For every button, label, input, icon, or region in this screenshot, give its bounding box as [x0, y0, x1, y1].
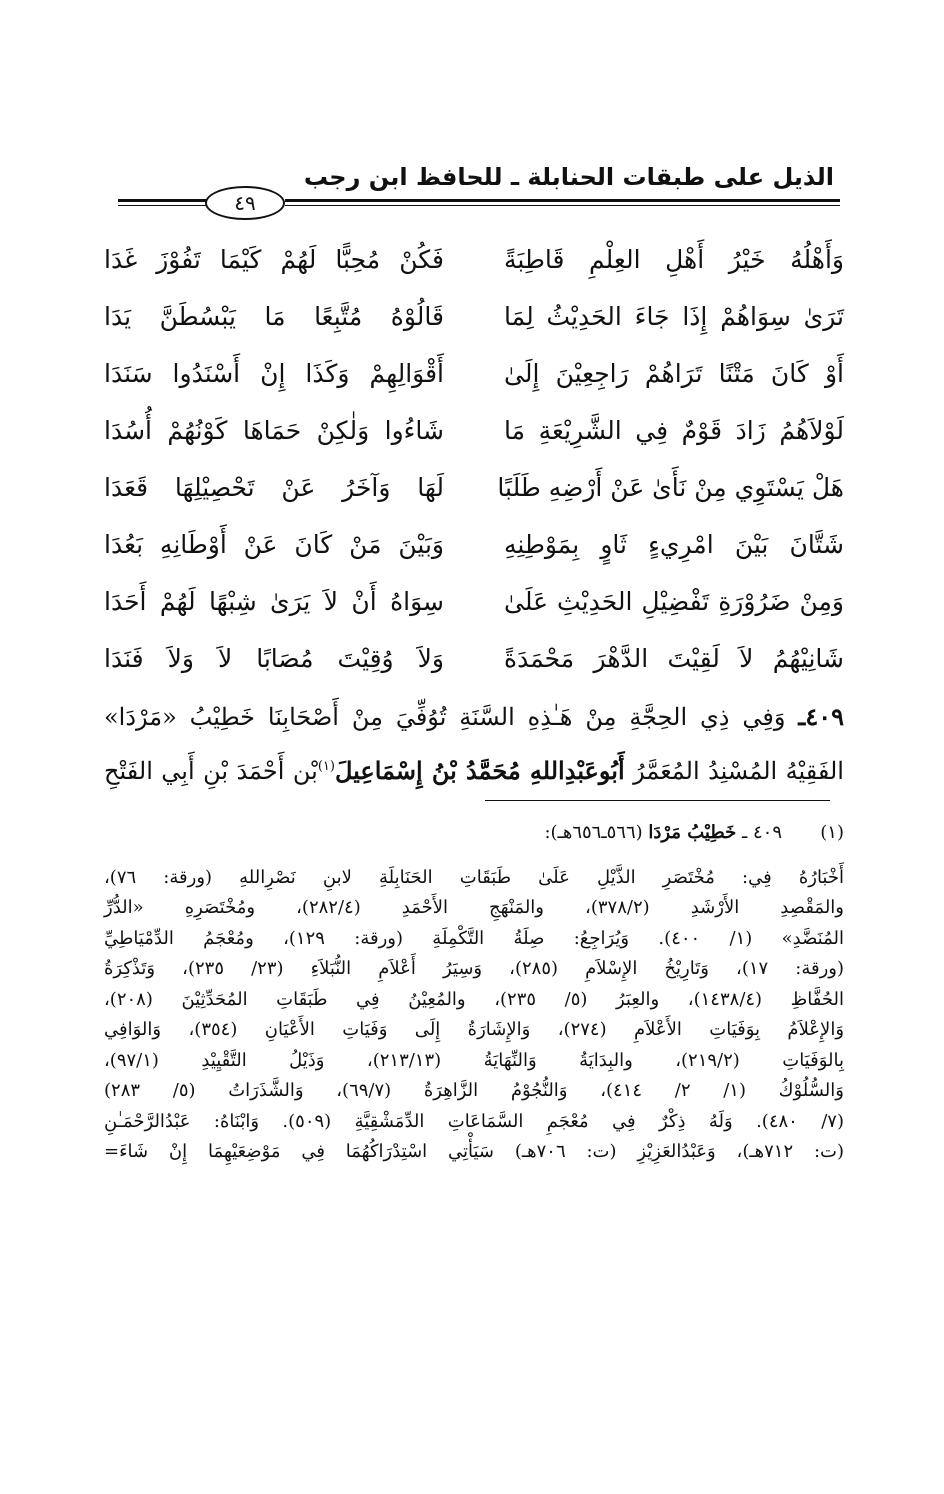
verse: [104, 411, 844, 468]
footnote-line: (ورقة: ١٧)، وَتَارِيْخُ الإِسْلاَمِ (٢٨٥)، وَسِيَرُ أَعْلاَمِ النُّبَلاَءِ (٢٣/ ٢٣٥)، وَتَذْكِرَةُ: [104, 958, 845, 979]
header-rule-right: [285, 199, 840, 206]
entry-number: ٤٠٩ـ: [798, 702, 844, 731]
footnote-entry-number: ٤٠٩ ـ: [741, 822, 782, 843]
footnote-line: (٧/ ٤٨٠). وَلَهُ ذِكْرٌ فِي مُعْجَمِ السَّمَاعَاتِ الدِّمَشْقِيَّةِ (٥٠٩). وَابْنَاهُ: عَبْدُالرَّحْمَـٰنِ: [104, 1110, 844, 1132]
verse: [104, 525, 844, 582]
footnote-line: أَخْبَارُهُ فِي: مُخْتَصَرِ الذَّيْلِ عَلَىٰ طَبَقَاتِ الحَنَابِلَةِ لابنِ نَصْرِاللهِ (ورقة: ٧٦)،: [104, 866, 844, 888]
verse-second-hemistich: لَهَا وَآخَرُ عَنْ تَحْصِيْلِهَا قَعَدَا: [104, 473, 444, 502]
entry-subject-name: أَبُوعَبْدِاللهِ مُحَمَّدُ بْنُ إِسْمَاعِيلَ: [334, 756, 625, 785]
entry-text: الفَقِيْهُ المُسْنِدُ المُعَمَّرُ: [633, 757, 844, 785]
footnote-line: بِالوَفَيَاتِ (٢١٩/٢)، والبِدَايَةُ وَالنِّهَايَةُ (٢١٣/١٣)، وَذَيْلُ التَّقْيِيْدِ (٩٧/١)،: [104, 1049, 844, 1071]
verse-second-hemistich: قَالُوْهُ مُتَّبِعًا مَا يَبْسُطَنَّ يَدَا: [104, 302, 444, 331]
entry-text: وَفِي ذِي الحِجَّةِ مِنْ هَـٰذِهِ السَّنَةِ تُوُفِّيَ مِنْ أَصْحَابِنَا خَطِيْبُ «مَرْدَا»: [104, 703, 786, 731]
footnote-dates: (٥٦٦ـ٦٥٦هـ):: [544, 822, 643, 843]
footnote-line: (ت: ٧١٢هـ)، وَعَبْدُالعَزِيْزِ (ت: ٧٠٦هـ) سَيَأْتِي اسْتِدْرَاكُهُمَا فِي مَوْضِعَيْهِمَا إِنْ شَاءَ=: [104, 1141, 844, 1162]
verse-second-hemistich: شَاءُوا وَلٰكِنْ حَمَاهَا كَوْنُهُمْ أُسُدَا: [104, 416, 444, 445]
footnote-line: المُنَضَّدِ» (١/ ٤٠٠). وَيُرَاجِعُ: صِلَةُ التَّكْمِلَةِ (ورقة: ١٢٩)، ومُعْجَمُ الدِّمْيَاطِيِّ: [104, 927, 845, 949]
footnotes: [104, 818, 844, 1168]
verse-second-hemistich: وَلاَ وُقِيْتَ مُصَابًا لاَ وَلاَ فَنَدَا: [104, 644, 444, 673]
verse: [104, 639, 844, 696]
footnote-line: وَالسُّلُوْكُ (١/ ٢/ ٤١٤)، وَالنُّجُوْمُ الزَّاهِرَةُ (٦٩/٧)، وَالشَّذَرَاتُ (٥/ ٢٨٣): [104, 1080, 844, 1101]
footnote-separator: [485, 800, 830, 801]
verse-first-hemistich: أَوْ كَانَ مَتْنًا تَرَاهُمْ رَاجِعِيْنَ إِلَىٰ: [504, 359, 844, 388]
biography-entry: [104, 690, 844, 798]
footnote-line: الحُفَّاظِ (١٤٣٨/٤)، والعِبَرُ (٥/ ٢٣٥)، والمُعِيْنُ فِي طَبَقَاتِ المُحَدِّثِيْنَ (٢٠٨)،: [104, 988, 844, 1010]
header-rule-left: [118, 199, 206, 206]
verse: [104, 468, 844, 525]
entry-line-2: [104, 744, 844, 798]
verse-first-hemistich: وَأَهْلُهُ خَيْرُ أَهْلِ العِلْمِ قَاطِبَةً: [504, 245, 844, 274]
verse: [104, 240, 844, 297]
verse-second-hemistich: سِوَاهُ أَنْ لاَ يَرَىٰ شِبْهًا لَهُمْ أَحَدَا: [104, 587, 444, 616]
verse-first-hemistich: لَوْلاَهُمُ زَادَ قَوْمٌ فِي الشَّرِيْعَةِ مَا: [504, 416, 844, 445]
verse-first-hemistich: وَمِنْ ضَرُوْرَةِ تَفْضِيْلِ الحَدِيْثِ عَلَىٰ: [504, 587, 844, 616]
footnote-heading: [104, 818, 844, 849]
verse-first-hemistich: شَتَّانَ بَيْنَ امْرِيءٍ ثَاوٍ بِمَوْطِنِهِ: [504, 530, 844, 559]
verse: [104, 582, 844, 639]
footnote-marker: (١): [820, 822, 844, 843]
footnote-line: وَالإِعْلاَمُ بِوَفَيَاتِ الأَعْلاَمِ (٢٧٤)، وَالإِشَارَةُ إِلَى وَفَيَاتِ الأَعْيَانِ (٣٥٤)، وَالوَافِي: [104, 1019, 845, 1040]
verse-first-hemistich: هَلْ يَسْتَوِي مِنْ نَأَىٰ عَنْ أَرْضِهِ طَلَبًا: [497, 473, 844, 502]
poem: [104, 240, 844, 696]
entry-line-1: [104, 690, 844, 744]
verse-second-hemistich: أَقْوَالِهِمْ وَكَذَا إِنْ أَسْنَدُوا سَنَدَا: [104, 359, 444, 388]
footnote-line: والمَقْصِدِ الأَرْشَدِ (٣٧٨/٢)، والمَنْهَجِ الأَحْمَدِ (٢٨٢/٤)، ومُخْتَصَرِهِ «الدُّرِّ: [104, 897, 845, 918]
footnote-title: خَطِيْبُ مَرْدَا: [648, 822, 737, 843]
verse-second-hemistich: وَبَيْنَ مَنْ كَانَ عَنْ أَوْطَانِهِ بَعُدَا: [104, 530, 444, 559]
verse-second-hemistich: فَكُنْ مُحِبًّا لَهُمْ كَيْمَا تَفُوْزَ غَدَا: [104, 245, 444, 274]
footnote-reference[interactable]: (١): [317, 759, 335, 774]
running-title: الذيل على طبقات الحنابلة ـ للحافظ ابن رجب: [303, 163, 834, 191]
verse-first-hemistich: شَانِيْهُمُ لاَ لَقِيْتَ الدَّهْرَ مَحْمَدَةً: [504, 644, 844, 673]
verse: [104, 354, 844, 411]
verse: [104, 297, 844, 354]
page-number: ٤٩: [205, 186, 285, 220]
entry-text: بْن أَحْمَدَ بْنِ أَبِي الفَتْحِ: [104, 757, 318, 785]
verse-first-hemistich: تَرَىٰ سِوَاهُمْ إِذَا جَاءَ الحَدِيْثُ لِمَا: [504, 302, 844, 331]
